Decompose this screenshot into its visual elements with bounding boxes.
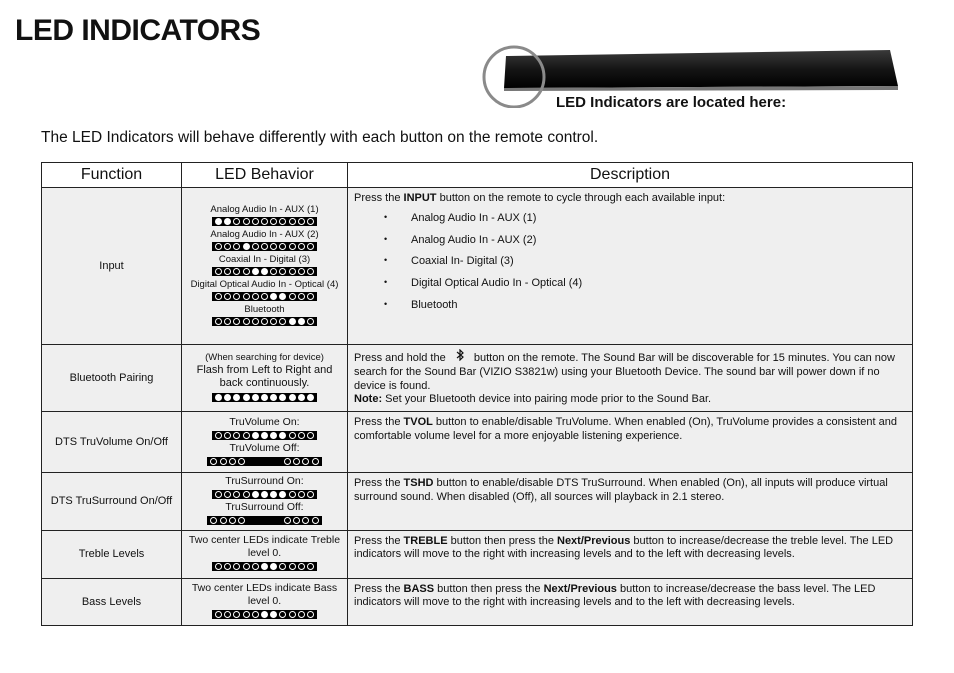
bluetooth-icon [449, 349, 471, 366]
led-dot-on [261, 611, 268, 618]
header-led-behavior: LED Behavior [182, 163, 348, 188]
led-dot-off [289, 611, 296, 618]
led-dot-off [229, 517, 236, 524]
led-dot-off [298, 243, 305, 250]
description-cell [348, 530, 913, 578]
led-dot-off [298, 218, 305, 225]
function-cell: Input [42, 188, 182, 345]
led-strip [207, 516, 321, 525]
led-dot-off [261, 318, 268, 325]
table-row-input [42, 188, 913, 345]
led-label: Bluetooth [244, 303, 285, 315]
led-dot-on [243, 394, 250, 401]
led-cell [182, 473, 348, 531]
led-dot-off [284, 458, 291, 465]
list-item: • Coaxial In- Digital (3) [384, 255, 906, 269]
led-dot-off [307, 432, 314, 439]
function-cell: Treble Levels [42, 530, 182, 578]
led-dot-off [233, 268, 240, 275]
led-dot-off [243, 318, 250, 325]
next-previous-button-name: Next/Previous [557, 534, 631, 547]
treble-button-name: TREBLE [403, 534, 448, 547]
led-dot-off [289, 293, 296, 300]
led-dot-off [215, 491, 222, 498]
led-label: TruVolume Off: [229, 442, 300, 454]
led-label: Analog Audio In - AUX (2) [210, 228, 319, 240]
table-row-truvolume [42, 412, 913, 473]
led-dot-on [279, 491, 286, 498]
desc-text: Press and hold the [354, 352, 446, 364]
led-text: Flash from Left to Right and back continuously. [196, 363, 333, 390]
desc-text: button to increase/decrease the bass level. The LED indicators will move to the right with increasing levels and to the left with decreasing levels. [354, 582, 876, 609]
led-dot-off [298, 611, 305, 618]
led-dot-off [279, 563, 286, 570]
led-dot-off [233, 563, 240, 570]
led-strip [212, 242, 317, 251]
led-dot-on [252, 268, 259, 275]
led-dot-on [298, 394, 305, 401]
led-dot-off [307, 243, 314, 250]
led-label: TruSurround Off: [225, 501, 304, 514]
soundbar-body [504, 50, 898, 88]
led-dot-on [261, 491, 268, 498]
led-dot-off [261, 218, 268, 225]
led-dot-off [284, 517, 291, 524]
led-dot-on [243, 243, 250, 250]
led-dot-off [224, 293, 231, 300]
led-dot-off [224, 491, 231, 498]
led-dot-off [270, 243, 277, 250]
desc-text: button to enable/disable TruVolume. When enabled (On), TruVolume provides a consistent and comfortable volume level for a more enjoyable listening experience. [354, 416, 897, 442]
led-strip [212, 610, 317, 619]
led-dot-off [279, 318, 286, 325]
led-label: Digital Optical Audio In - Optical (4) [190, 278, 339, 290]
input-button-name: INPUT [403, 192, 437, 204]
led-dot-off [233, 611, 240, 618]
desc-text: button on the remote to cycle through each available input: [436, 192, 726, 204]
led-dot-on [289, 318, 296, 325]
function-cell: DTS TruSurround On/Off [42, 473, 182, 531]
led-strip [212, 562, 317, 571]
header-function: Function [42, 163, 182, 188]
led-dot-off [298, 563, 305, 570]
led-strip [212, 267, 317, 276]
led-dot-on [270, 611, 277, 618]
led-dot-off [307, 268, 314, 275]
led-dot-off [233, 432, 240, 439]
led-dot-off [233, 218, 240, 225]
led-dot-off [220, 458, 227, 465]
led-dot-off [270, 218, 277, 225]
led-dot-off [233, 491, 240, 498]
led-dot-off [238, 458, 245, 465]
led-dot-off [224, 318, 231, 325]
led-label: TruSurround On: [225, 475, 304, 487]
note-text: Set your Bluetooth device into pairing mode prior to the Sound Bar. [382, 393, 712, 406]
led-dot-on [307, 394, 314, 401]
led-strip [212, 217, 317, 226]
led-dot-on [233, 394, 240, 401]
led-dot-off [298, 432, 305, 439]
led-dot-off [298, 491, 305, 498]
table-header-row [42, 163, 913, 188]
led-dot-on [270, 394, 277, 401]
header-description: Description [348, 163, 913, 188]
desc-text: Press the [354, 534, 404, 547]
function-cell: DTS TruVolume On/Off [42, 412, 182, 473]
led-dot-off [215, 293, 222, 300]
led-dot-off [243, 432, 250, 439]
led-dot-on [224, 218, 231, 225]
led-dot-off [243, 218, 250, 225]
led-dot-off [243, 491, 250, 498]
led-dot-off [229, 458, 236, 465]
desc-text: button then press the [447, 534, 557, 547]
led-dot-on [252, 432, 259, 439]
next-previous-button-name: Next/Previous [543, 582, 617, 595]
bass-button-name: BASS [403, 582, 435, 595]
led-dot-off [224, 611, 231, 618]
tvol-button-name: TVOL [403, 416, 433, 428]
led-dot-off [302, 458, 309, 465]
led-dot-off [312, 458, 319, 465]
led-dot-off [307, 293, 314, 300]
led-dot-on [270, 432, 277, 439]
led-cell [182, 530, 348, 578]
list-item: • Analog Audio In - AUX (2) [384, 234, 906, 248]
led-dot-off [224, 268, 231, 275]
led-dot-off [215, 268, 222, 275]
led-dot-off [233, 293, 240, 300]
led-dot-off [210, 458, 217, 465]
led-note: (When searching for device) [205, 351, 324, 363]
led-dot-off [252, 218, 259, 225]
note-label: Note: [354, 393, 383, 406]
led-strip [212, 292, 317, 301]
led-dot-on [261, 268, 268, 275]
led-dot-off [243, 293, 250, 300]
led-text: Two center LEDs indicate Bass level 0. [191, 581, 338, 607]
led-dot-on [261, 432, 268, 439]
led-dot-off [279, 268, 286, 275]
led-dot-off [307, 318, 314, 325]
led-dot-off [215, 432, 222, 439]
list-item: • Analog Audio In - AUX (1) [384, 212, 906, 226]
desc-text: Press the [354, 192, 404, 204]
function-cell: Bluetooth Pairing [42, 345, 182, 412]
desc-text: Press the [354, 477, 404, 489]
led-dot-off [279, 243, 286, 250]
tshd-button-name: TSHD [403, 477, 434, 489]
led-dot-off [252, 563, 259, 570]
led-dot-off [233, 318, 240, 325]
led-dot-off [298, 268, 305, 275]
led-dot-off [252, 293, 259, 300]
led-dot-off [289, 432, 296, 439]
led-dot-on [298, 318, 305, 325]
led-cell [182, 188, 348, 345]
led-strip [212, 490, 317, 499]
led-dot-off [215, 563, 222, 570]
led-dot-off [289, 563, 296, 570]
desc-text: button on the remote. The Sound Bar will be discoverable for 15 minutes. You can now search for the Sound Bar (VIZIO S3821w) using your Bluetooth Device. The sound bar will power down if no device is found. [354, 352, 895, 392]
led-strip [212, 317, 317, 326]
led-dot-on [289, 394, 296, 401]
led-dot-on [261, 563, 268, 570]
led-label: Analog Audio In - AUX (1) [210, 203, 319, 215]
led-dot-off [261, 293, 268, 300]
description-cell [348, 188, 913, 345]
led-dot-off [289, 268, 296, 275]
list-item: • Bluetooth [384, 299, 906, 313]
led-dot-off [210, 517, 217, 524]
led-dot-off [261, 243, 268, 250]
table-row-bluetooth [42, 345, 913, 412]
led-dot-on [215, 218, 222, 225]
led-dot-off [215, 243, 222, 250]
led-dot-off [302, 517, 309, 524]
led-dot-on [252, 491, 259, 498]
led-dot-off [243, 563, 250, 570]
led-dot-on [261, 394, 268, 401]
led-dot-off [270, 268, 277, 275]
description-cell [348, 578, 913, 625]
led-dot-off [243, 268, 250, 275]
led-dot-off [252, 243, 259, 250]
led-dot-on [224, 394, 231, 401]
led-dot-on [215, 394, 222, 401]
led-dot-off [224, 563, 231, 570]
led-cell [182, 578, 348, 625]
led-dot-on [279, 432, 286, 439]
input-list [354, 212, 906, 313]
intro-text: The LED Indicators will behave differently with each button on the remote control. [41, 129, 599, 146]
function-cell: Bass Levels [42, 578, 182, 625]
led-dot-off [307, 218, 314, 225]
led-dot-off [289, 243, 296, 250]
led-dot-off [243, 611, 250, 618]
description-cell [348, 412, 913, 473]
desc-text: Press the [354, 416, 404, 428]
led-dot-on [279, 293, 286, 300]
led-dot-on [252, 394, 259, 401]
led-dot-off [307, 611, 314, 618]
table-row-trusurround [42, 473, 913, 531]
led-dot-on [270, 563, 277, 570]
page-title: LED INDICATORS [15, 14, 261, 47]
led-dot-off [252, 318, 259, 325]
led-dot-off [233, 243, 240, 250]
desc-text: Press the [354, 582, 404, 595]
led-dot-off [293, 517, 300, 524]
led-dot-off [224, 432, 231, 439]
table-row-bass [42, 578, 913, 625]
description-cell [348, 345, 913, 412]
led-dot-off [307, 491, 314, 498]
led-dot-off [224, 243, 231, 250]
led-dot-on [270, 293, 277, 300]
led-dot-off [215, 318, 222, 325]
led-dot-off [238, 517, 245, 524]
led-cell [182, 345, 348, 412]
led-dot-off [298, 293, 305, 300]
description-cell [348, 473, 913, 531]
led-dot-off [307, 563, 314, 570]
led-dot-off [312, 517, 319, 524]
led-strip [207, 457, 321, 466]
led-cell [182, 412, 348, 473]
led-location-label: LED Indicators are located here: [556, 94, 787, 111]
led-text: Two center LEDs indicate Treble level 0. [188, 534, 341, 560]
led-strip [212, 431, 317, 440]
led-label: TruVolume On: [229, 415, 300, 428]
led-label: Coaxial In - Digital (3) [218, 253, 311, 265]
led-dot-off [279, 611, 286, 618]
led-dot-off [279, 218, 286, 225]
led-dot-off [289, 218, 296, 225]
desc-text: button to enable/disable DTS TruSurround. When enabled (On), all inputs will produce virtual surround sound. When disabled (Off), all sources will playback in 2.1 stereo. [354, 477, 888, 503]
led-strip [212, 393, 317, 402]
led-dot-off [293, 458, 300, 465]
led-table [41, 162, 913, 626]
led-dot-off [289, 491, 296, 498]
led-dot-off [270, 318, 277, 325]
desc-text: button to increase/decrease the treble level. The LED indicators will move to the right with increasing levels and to the left with decreasing levels. [354, 534, 894, 561]
led-dot-off [215, 611, 222, 618]
table-row-treble [42, 530, 913, 578]
led-dot-off [220, 517, 227, 524]
desc-text: button then press the [434, 582, 544, 595]
led-dot-on [270, 491, 277, 498]
led-dot-on [279, 394, 286, 401]
list-item: • Digital Optical Audio In - Optical (4) [384, 277, 906, 291]
led-dot-off [252, 611, 259, 618]
